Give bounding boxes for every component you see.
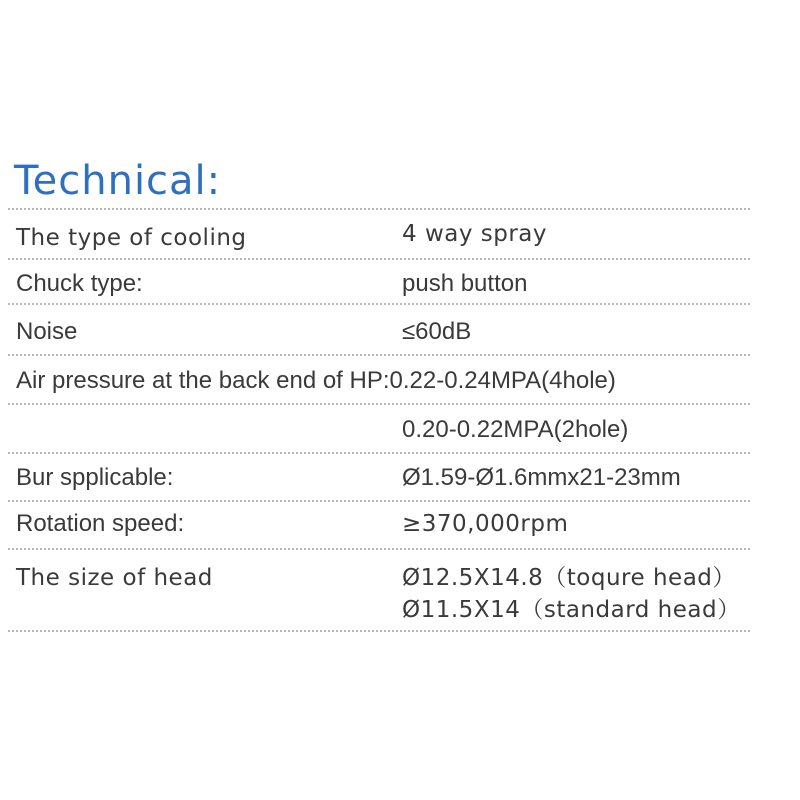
spec-label-rotation: Rotation speed: [16,510,185,537]
dotted-divider [8,303,750,305]
dotted-divider [8,403,750,405]
section-title: Technical: [14,158,222,204]
spec-value-rotation: ≥370,000rpm [402,511,569,537]
spec-value-bur: Ø1.59-Ø1.6mmx21-23mm [402,464,681,491]
dotted-divider [8,354,750,356]
spec-value-cooling: 4 way spray [402,221,548,247]
spec-label-cooling: The type of cooling [16,225,247,251]
dotted-divider [8,452,750,454]
spec-value-head-size-toqure: Ø12.5X14.8（toqure head） [402,565,736,591]
dotted-divider [8,500,750,502]
dotted-divider [8,208,750,210]
dotted-divider [8,548,750,550]
spec-label-head-size: The size of head [16,565,213,591]
spec-value-head-size-standard: Ø11.5X14（standard head） [402,597,741,623]
spec-value-noise: ≤60dB [402,318,472,345]
spec-value-chuck: push button [402,270,528,297]
spec-label-chuck: Chuck type: [16,270,143,297]
dotted-divider [8,630,750,632]
spec-label-bur: Bur spplicable: [16,464,174,491]
spec-value-air-pressure-2hole: 0.20-0.22MPA(2hole) [402,416,629,443]
spec-label-noise: Noise [16,318,78,345]
dotted-divider [8,258,750,260]
spec-label-air-pressure: Air pressure at the back end of HP:0.22-0.24MPA(4hole) [16,367,616,394]
